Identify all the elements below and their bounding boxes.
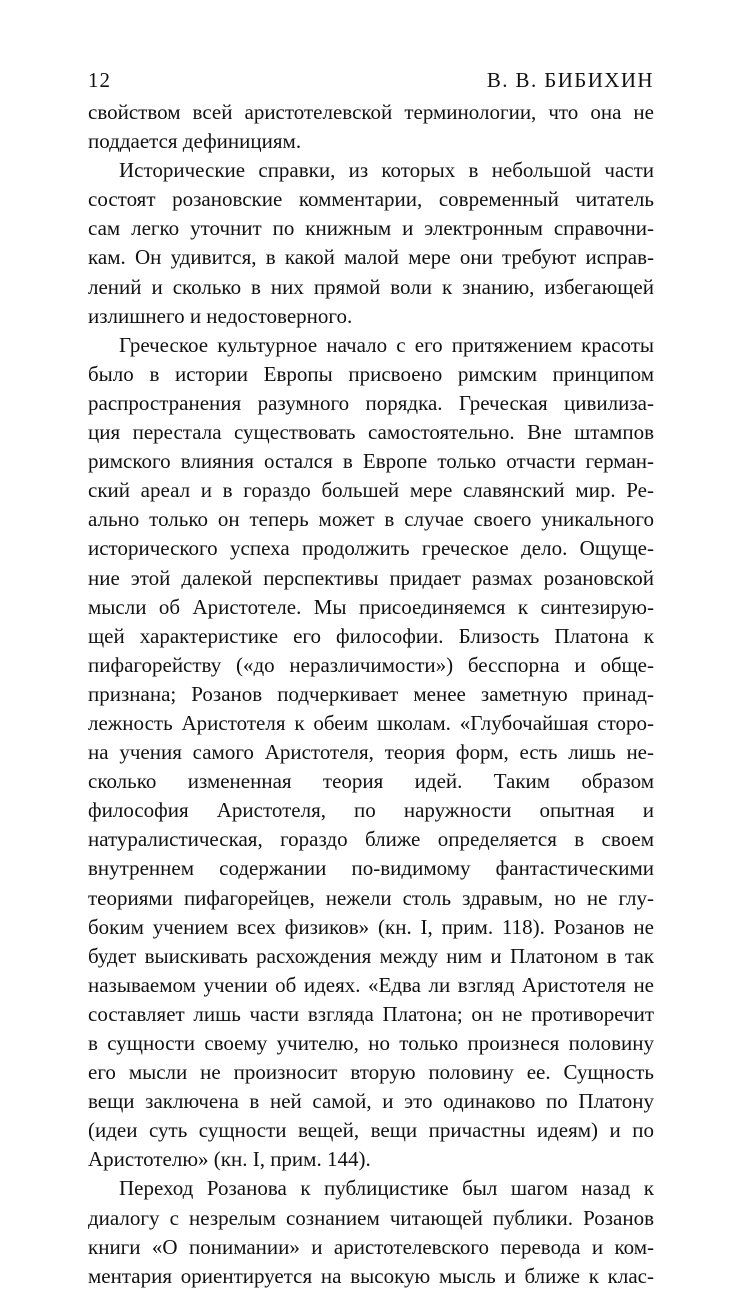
text-line: излишнего и недостоверного.: [88, 303, 353, 328]
text-line: признана; Розанов подчеркивает менее заметную принад-: [88, 681, 654, 706]
text-line: исторического успеха продолжить греческое дело. Ощуще-: [88, 536, 654, 561]
text-line: свойством всей аристотелевской терминологии, что она не: [88, 100, 654, 124]
text-line: Исторические справки, из которых в небольшой части: [119, 158, 654, 183]
text-line: распространения разумного порядка. Греческая цивилиза-: [88, 390, 654, 415]
text-line: его мысли не произносит вторую половину ее. Сущность: [88, 1060, 654, 1085]
body-text: [88, 98, 654, 1291]
text-line: ция перестала существовать самостоятельно. Вне штампов: [88, 420, 654, 445]
text-line: вещи заключена в ней самой, и это одинаково по Платону: [88, 1089, 654, 1114]
text-line: было в истории Европы присвоено римским принципом: [88, 361, 654, 386]
text-line: лений и сколько в них прямой воли к знанию, избегающей: [88, 274, 654, 299]
text-line: называемом учении об идеях. «Едва ли взгляд Аристотеля не: [88, 972, 654, 997]
text-line: сам легко уточнит по книжным и электронным справочни-: [88, 216, 654, 241]
text-line: (идеи суть сущности вещей, вещи причастны идеям) и по: [88, 1118, 654, 1143]
text-line: Греческое культурное начало с его притяжением красоты: [119, 332, 654, 357]
page-number: 12: [88, 68, 111, 92]
text-line: будет выискивать расхождения между ним и Платоном в так: [88, 943, 654, 968]
text-line: книги «О понимании» и аристотелевского перевода и ком-: [88, 1234, 654, 1259]
paragraph: [88, 98, 654, 156]
text-line: кам. Он удивится, в какой малой мере они требуют исправ-: [88, 245, 654, 270]
text-line: лежность Аристотеля к обеим школам. «Глубочайшая сторо-: [88, 710, 654, 735]
text-line: сколько измененная теория идей. Таким образом: [88, 769, 654, 794]
running-head: В. В. БИБИХИН: [486, 68, 654, 92]
paragraph: [88, 156, 654, 331]
text-line: ментария ориентируется на высокую мысль и ближе к клас-: [88, 1263, 654, 1288]
text-line: в сущности своему учителю, но только произнеся половину: [88, 1031, 654, 1055]
text-line: на учения самого Аристотеля, теория форм, есть лишь не-: [88, 740, 654, 765]
paragraph: [88, 331, 654, 1175]
text-line: ально только он теперь может в случае своего уникального: [88, 507, 654, 532]
text-line: философия Аристотеля, по наружности опытная и: [88, 798, 654, 823]
paragraph: [88, 1174, 654, 1290]
book-page: [88, 62, 654, 1291]
text-line: натуралистическая, гораздо ближе определяется в своем: [88, 827, 654, 852]
text-line: пифагорейству («до неразличимости») бесспорна и обще-: [88, 652, 654, 677]
text-line: римского влияния остался в Европе только отчасти герман-: [88, 449, 654, 474]
text-line: составляет лишь части взгляда Платона; он не противоречит: [88, 1001, 654, 1026]
text-line: Аристотелю» (кн. I, прим. 144).: [88, 1147, 371, 1172]
text-line: диалогу с незрелым сознанием читающей публики. Розанов: [88, 1205, 654, 1230]
text-line: ский ареал и в гораздо большей мере славянский мир. Ре-: [88, 478, 654, 503]
text-line: внутреннем содержании по-видимому фантастическими: [88, 856, 654, 881]
text-line: состоят розановские комментарии, современный читатель: [88, 187, 654, 212]
text-line: щей характеристике его философии. Близость Платона к: [88, 623, 654, 648]
page-header: [88, 62, 654, 98]
text-line: Переход Розанова к публицистике был шагом назад к: [119, 1176, 654, 1201]
text-line: теориями пифагорейцев, нежели столь здравым, но не глу-: [88, 885, 654, 910]
text-line: ние этой далекой перспективы придает размах розановской: [88, 565, 654, 590]
text-line: поддается дефинициям.: [88, 129, 302, 154]
text-line: боким учением всех физиков» (кн. I, прим. 118). Розанов не: [88, 914, 654, 939]
text-line: мысли об Аристотеле. Мы присоединяемся к синтезирую-: [88, 594, 654, 619]
